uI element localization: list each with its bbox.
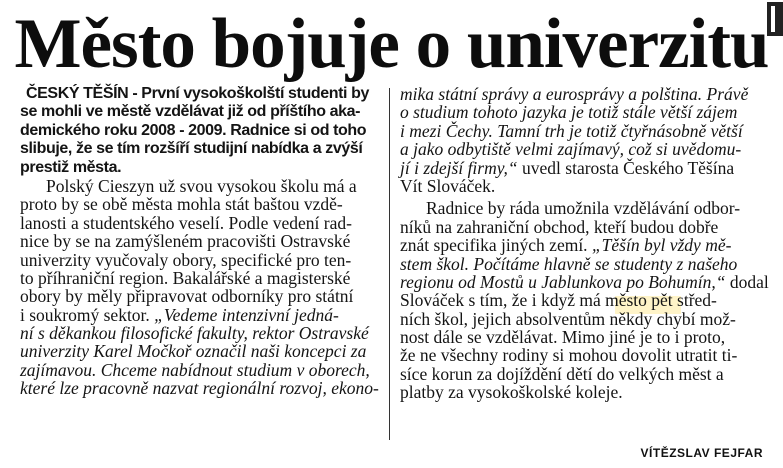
left-column-line: i soukromý sektor. „Vedeme intenzivní jedná- [20, 304, 339, 325]
right-column-line: o studium tohoto jazyka je totiž stále větší zájem [400, 102, 738, 123]
right-column-line: mika státní správy a eurosprávy a polština. Právě [400, 84, 749, 104]
left-column-line: ČESKÝ TĚŠÍN - První vysokoškolští studenti by [26, 85, 369, 102]
right-column-line: Vít Slováček. [400, 175, 496, 196]
right-column-line: Slováček s tím, že i když má město pět střed- [400, 290, 717, 311]
left-column-line: které lze pracovně nazvat regionální rozvoj, ekono- [20, 378, 379, 399]
right-column-line: síce korun za dojíždění dětí do velkých měst a [400, 363, 724, 384]
right-column-line: stem škol. Počítáme hlavně se studenty z našeho [400, 253, 738, 274]
left-column-line: obory by měly připravovat odborníky pro státní [20, 286, 354, 307]
left-column-line: to příhraniční region. Bakalářské a magisterské [20, 267, 351, 288]
right-column-line: jí i zdejší firmy,“ uvedl starosta Českého Těšína [400, 157, 735, 178]
left-column-line: lanosti a studentského veselí. Podle vedení rad- [20, 212, 352, 233]
right-column-line: nost dále se vzdělávat. Mimo jiné je to i proto, [400, 327, 726, 348]
right-column-line: regionu od Mostů u Jablunkova po Bohumín,“ dodal [400, 271, 769, 292]
left-column-line: univerzity vyučovaly obory, specifické pro ten- [20, 249, 352, 270]
right-column-line: že ne všechny rodiny si mohou dovolit utratit ti- [400, 345, 738, 366]
column-divider [389, 88, 390, 440]
left-column-line: nice by se na zamýšleném pracovišti Ostravské [20, 231, 351, 252]
author-signature: VÍTĚZSLAV FEJFAR [640, 446, 763, 460]
left-column-line: ní s děkankou filosofické fakulty, rektor Ostravské [20, 323, 369, 344]
right-column-line: a jako odbytiště velmi zajímavý, což si uvědomu- [400, 139, 742, 160]
right-column-line: platby za vysokoškolské koleje. [400, 382, 623, 403]
right-column-line: níků na zahraniční obchod, kteří budou dobře [400, 216, 719, 237]
left-column-line: demického roku 2008 - 2009. Radnice si od toho [20, 121, 367, 139]
right-column-line: Radnice by ráda umožnila vzdělávání odbor- [426, 198, 741, 219]
left-column-line: proto by se obě města mohla stát baštou vzdě- [20, 194, 343, 215]
right-column-line: i mezi Čechy. Tamní trh je totiž čtyřnásobně větší [400, 120, 743, 141]
left-column [20, 85, 380, 398]
right-column-line: znát specifika jiných zemí. „Těšín byl vždy mě- [400, 235, 732, 256]
left-column-line: se mohli ve městě vzdělávat již od příštího aka- [20, 103, 361, 121]
left-column-line: prestiž města. [20, 158, 122, 176]
article-headline: Město bojuje o univerzitu [14, 5, 769, 83]
right-column [400, 84, 769, 403]
left-column-line: univerzity Karel Močkoř označil naši koncepci za [20, 341, 367, 362]
left-column-line: slibuje, že se tím rozšíří studijní nabídka a zvýší [20, 140, 363, 158]
left-column-line: zajímavou. Chceme nabídnout studium v oborech, [20, 359, 370, 380]
right-column-line: ních škol, jejich absolventům někdy chybí mož- [400, 308, 736, 329]
left-column-line: Polský Cieszyn už svou vysokou školu má a [46, 175, 357, 196]
